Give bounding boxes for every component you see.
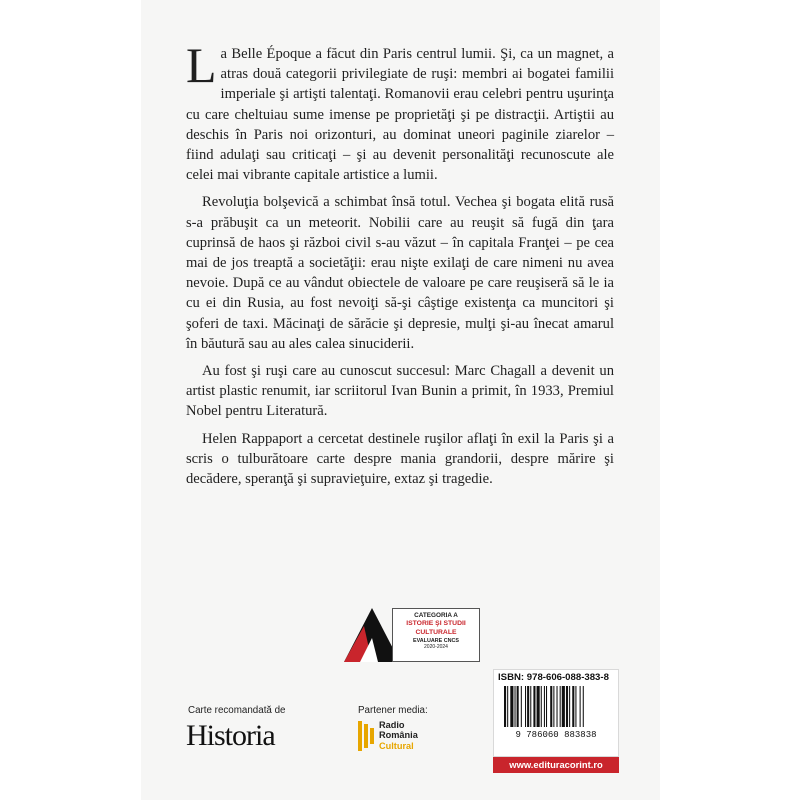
cncs-category-badge	[342, 606, 492, 664]
radio-waves-icon	[358, 721, 376, 751]
badge-label: CATEGORIA A ISTORIE ŞI STUDII CULTURALE EVALUARE CNCS 2020-2024	[392, 608, 480, 662]
website-link[interactable]: www.edituracorint.ro	[493, 757, 619, 773]
blurb-paragraph-4: Helen Rappaport a cercetat destinele ruşilor aflaţi în exil la Paris şi a scris o tulburătoare carte despre mania grandorii, despre mărire şi decădere, speranţă şi supravieţuire, extaz şi tragedie.	[186, 430, 614, 488]
historia-logo: Historia	[186, 719, 275, 752]
isbn-number: ISBN: 978-606-088-383-8	[498, 672, 609, 683]
radio-romania-cultural-logo: Radio România Cultural	[358, 720, 448, 756]
recommended-by-label: Carte recomandată de	[188, 705, 286, 716]
drop-cap: L	[186, 37, 217, 93]
blurb-paragraph-3: Au fost şi ruşi care au cunoscut succesul: Marc Chagall a devenit un artist plastic renumit, iar scriitorul Ivan Bunin a primit, în 1933, Premiul Nobel pentru Literatură.	[186, 363, 614, 420]
svg-text:9 786060 883838: 9 786060 883838	[515, 730, 597, 738]
barcode-icon	[498, 686, 614, 738]
media-partner-label: Partener media:	[358, 705, 428, 716]
blurb-paragraph-2: Revoluţia bolşevică a schimbat însă totul. Vechea şi bogata elită rusă s-a prăbuşit ca un meteorit. Nobilii care au reuşit să fugă din ţara cuprinsă de haos şi război civil s-au văzut – în capitala Franţei – pe cea mai de jos treaptă a societăţii: erau nişte exilaţi de care nimeni nu avea nevoie. După ce au vândut obiectele de valoare pe care reuşiseră să le ia cu ei din Rusia, au fost nevoiţi să-şi câştige existenţa ca muncitori şi şoferi de taxi. Măcinaţi de sărăcie şi depresie, mulţi şi-au înecat amarul în băutură sau au ales calea sinuciderii.	[186, 194, 614, 352]
blurb-paragraph-1: La Belle Époque a făcut din Paris centrul lumii. Şi, ca un magnet, a atras două categorii privilegiate de ruşi: membri ai bogatei familii imperiale şi artişti talentaţi. Romanovii erau celebri pentru uşurinţa cu care cheltuiau sume imense pe proprietăţi şi pe distracţii. Artiştii au deschis în Paris noi orizonturi, au dominat uneori paginile ziarelor – fiind adulaţi sau criticaţi – şi au devenit personalităţi recunoscute ale celei mai vibrante capitale artistice a lumii.	[186, 37, 614, 184]
isbn-barcode-block	[493, 669, 619, 757]
blurb-text	[186, 37, 614, 496]
